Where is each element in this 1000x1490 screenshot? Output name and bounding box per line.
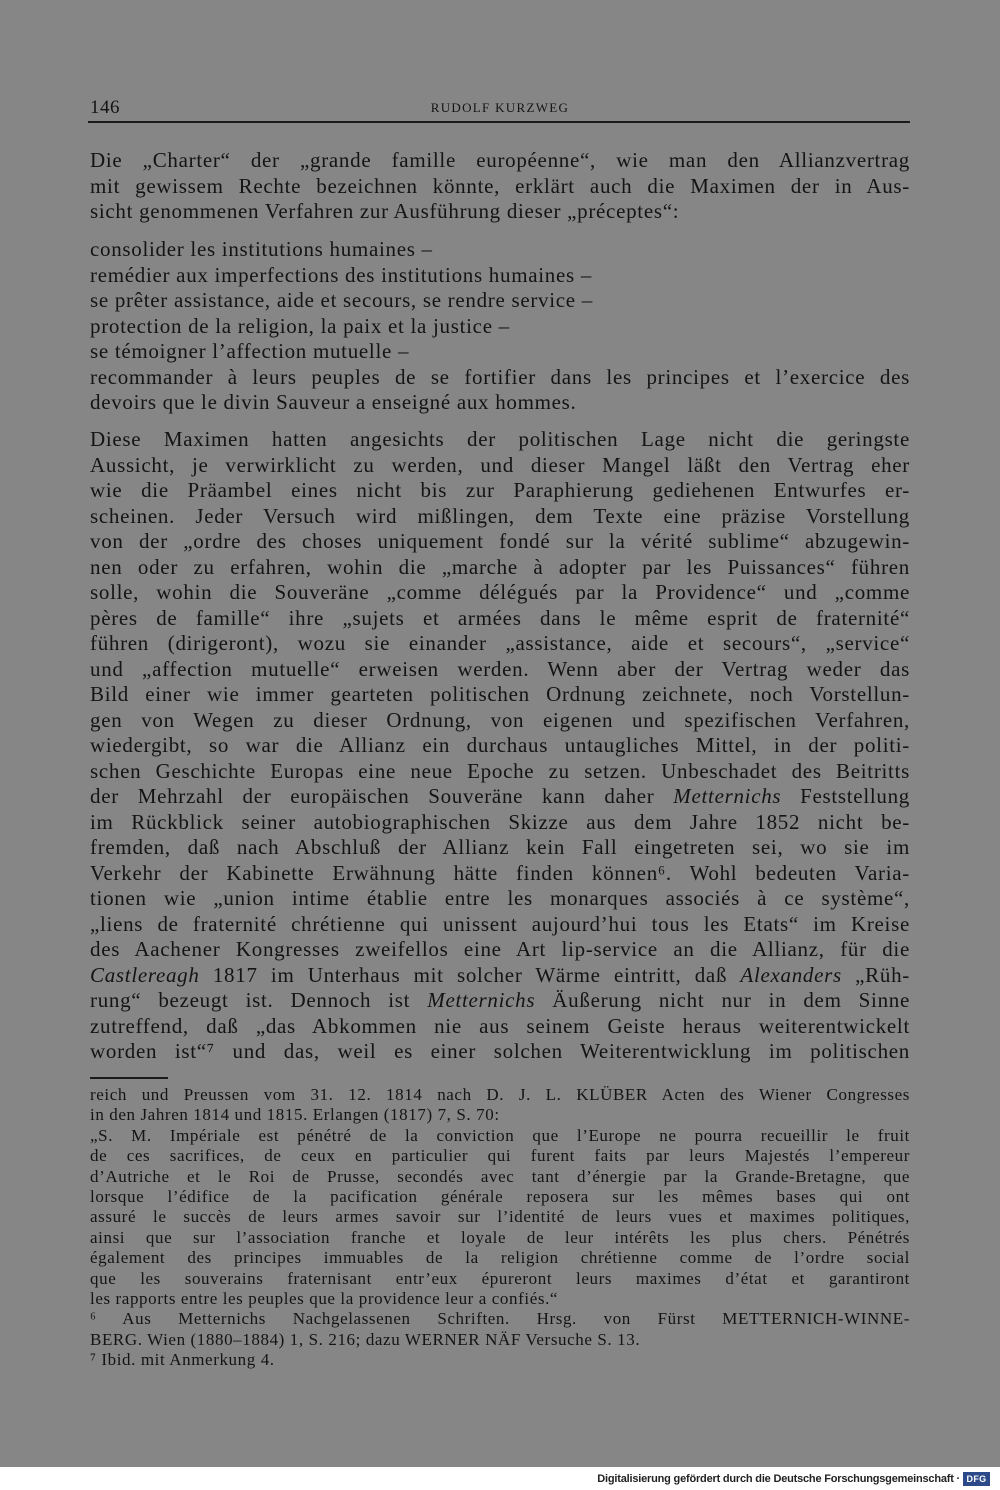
footnote-line: les rapports entre les peuples que la providence leur a confiés.“ bbox=[90, 1288, 559, 1308]
list-item: protection de la religion, la paix et la justice – bbox=[90, 313, 510, 338]
text-line: wiedergibt, so war die Allianz ein durchaus untaugliches Mittel, in der politi- bbox=[90, 733, 910, 757]
text-line: des Aachener Kongresses zweifellos eine Art lip-service an die Allianz, für die bbox=[90, 937, 910, 961]
paragraph-intro bbox=[90, 148, 910, 225]
digitization-credit: Digitalisierung gefördert durch die Deutsche Forschungsgemeinschaft · bbox=[597, 1473, 960, 1485]
list-item-continuation: devoirs que le divin Sauveur a enseigné aux hommes. bbox=[90, 390, 577, 414]
italic-name: Metternichs bbox=[673, 784, 782, 808]
text-line: fremden, daß nach Abschluß der Allianz kein Fall eingetreten sei, wo sie im bbox=[90, 835, 910, 859]
footnote-6: ⁶ Aus Metternichs Nachgelassenen Schriften. Hrsg. von Fürst METTERNICH-WINNE- bbox=[90, 1309, 910, 1329]
text-segment: Äußerung nicht nur in dem Sinne bbox=[535, 988, 910, 1012]
italic-name: Metternichs bbox=[427, 988, 536, 1012]
text-line: „liens de fraternité chrétienne qui unissent aujourd’hui tous les Etats“ im Kreise bbox=[90, 911, 910, 936]
footnote-7: ⁷ Ibid. mit Anmerkung 4. bbox=[90, 1350, 275, 1370]
footnote-line: de ces sacrifices, de ceux en particulier qui furent faits par leurs Majestés l’empereur bbox=[90, 1146, 910, 1166]
text-line: schen Geschichte Europas eine neue Epoche zu setzen. Unbeschadet des Beitritts bbox=[90, 758, 910, 783]
text-line: tionen wie „union intime établie entre les monarques associés à ce système“, bbox=[90, 886, 910, 910]
text-segment: 1817 im Unterhaus mit solcher Wärme eintritt, daß bbox=[199, 962, 741, 987]
footnote-line: in den Jahren 1814 und 1815. Erlangen (1817) 7, S. 70: bbox=[90, 1105, 500, 1125]
text-line: zutreffend, daß „das Abkommen nie aus seinem Geiste heraus weiterentwickelt bbox=[90, 1013, 910, 1038]
list-item: consolider les institutions humaines – bbox=[90, 237, 433, 261]
text-line: nen oder zu erfahren, wohin die „marche à adopter par les Puissances“ führen bbox=[90, 554, 910, 579]
footnotes bbox=[90, 1085, 910, 1370]
list-item: se prêter assistance, aide et secours, se rendre service – bbox=[90, 288, 593, 312]
text-line: im Rückblick seiner autobiographischen Skizze aus dem Jahre 1852 nicht be- bbox=[90, 809, 910, 834]
text-line: Aussicht, je verwirklicht zu werden, und dieser Mangel läßt den Vertrag eher bbox=[90, 452, 910, 477]
text-line: sicht genommenen Verfahren zur Ausführung dieser „préceptes“: bbox=[90, 199, 680, 223]
text-segment: „Rüh- bbox=[841, 962, 910, 987]
text-line bbox=[90, 963, 910, 989]
italic-name: Alexanders bbox=[740, 962, 842, 987]
list-item: recommander à leurs peuples de se fortifier dans les principes et l’exercice des bbox=[90, 364, 910, 389]
digitization-footer bbox=[0, 1467, 1000, 1490]
running-head: RUDOLF KURZWEG bbox=[430, 100, 570, 115]
footnote-line: que les souverains fraternisant entr’eux épureront leurs maximes d’état et garantiront bbox=[90, 1268, 910, 1288]
text-line: Die „Charter“ der „grande famille européenne“, wie man den Allianzvertrag bbox=[90, 148, 910, 172]
italic-name: Castlereagh bbox=[90, 962, 200, 987]
text-line: gen von Wegen zu dieser Ordnung, von eigenen und spezifischen Verfahren, bbox=[90, 707, 910, 732]
text-line bbox=[90, 784, 910, 810]
footnote-line: également des principes immuables de la religion chrétienne comme de l’ordre social bbox=[90, 1248, 910, 1268]
text-line: solle, wohin die Souveräne „comme délégués par la Providence“ und „comme bbox=[90, 580, 910, 604]
footnote-rule bbox=[90, 1077, 168, 1079]
dfg-logo: DFG bbox=[963, 1472, 990, 1486]
text-line: Bild einer wie immer gearteten politischen Ordnung zeichnete, noch Vorstellun- bbox=[90, 682, 910, 706]
footnote-line: BERG. Wien (1880–1884) 1, S. 216; dazu WERNER NÄF Versuche S. 13. bbox=[90, 1329, 641, 1349]
footnote-line: reich und Preussen vom 31. 12. 1814 nach D. J. L. KLÜBER Acten des Wiener Congresses bbox=[90, 1085, 910, 1104]
text-line: führen (dirigeront), wozu sie einander „assistance, aide et secours“, „service“ bbox=[90, 631, 910, 655]
text-segment: Feststellung bbox=[781, 784, 910, 808]
maxims-list bbox=[90, 237, 910, 416]
text-line bbox=[90, 988, 910, 1014]
text-line: pères de famille“ ihre „sujets et armées dans le même esprit de fraternité“ bbox=[90, 605, 910, 630]
footnote-line: d’Autriche et le Roi de Prusse, secondés avec tant d’énergie par la Grande-Bretagne, que bbox=[90, 1166, 910, 1186]
text-line: scheinen. Jeder Versuch wird mißlingen, dem Texte eine präzise Vorstellung bbox=[90, 503, 910, 528]
list-item: se témoigner l’affection mutuelle – bbox=[90, 339, 410, 363]
text-line: Verkehr der Kabinette Erwähnung hätte finden können⁶. Wohl bedeuten Varia- bbox=[90, 860, 910, 885]
list-item: remédier aux imperfections des institutions humaines – bbox=[90, 262, 593, 287]
text-line: wie die Präambel eines nicht bis zur Paraphierung gediehenen Entwurfes er- bbox=[90, 478, 910, 502]
text-segment: der Mehrzahl der europäischen Souveräne kann daher bbox=[90, 784, 674, 808]
text-segment: rung“ bezeugt ist. Dennoch ist bbox=[90, 988, 428, 1012]
header-rule bbox=[88, 121, 910, 123]
page-number: 146 bbox=[90, 97, 120, 118]
footnote-line: „S. M. Impériale est pénétré de la conviction que l’Europe ne pourra recueillir le fruit bbox=[90, 1125, 910, 1145]
text-line: und „affection mutuelle“ erweisen werden. Wenn aber der Vertrag weder das bbox=[90, 656, 910, 681]
text-line: Diese Maximen hatten angesichts der politischen Lage nicht die geringste bbox=[90, 427, 910, 451]
text-line: mit gewissem Rechte bezeichnen könnte, erklärt auch die Maximen der in Aus- bbox=[90, 173, 910, 198]
text-line: von der „ordre des choses uniquement fondé sur la vérité sublime“ abzugewin- bbox=[90, 529, 910, 553]
footnote-line: lorsque l’édifice de la pacification générale reposera sur les mêmes bases qui ont bbox=[90, 1186, 910, 1206]
paragraph-analysis bbox=[90, 427, 910, 1065]
footnote-line: assuré le succès de leurs armes savoir sur l’identité de leurs vues et maximes politiques, bbox=[90, 1207, 910, 1227]
footnote-line: ainsi que sur l’association franche et loyale de leur intérêts les plus chers. Pénétrés bbox=[90, 1227, 910, 1247]
text-line: worden ist“⁷ und das, weil es einer solchen Weiterentwicklung im politischen bbox=[90, 1039, 910, 1063]
